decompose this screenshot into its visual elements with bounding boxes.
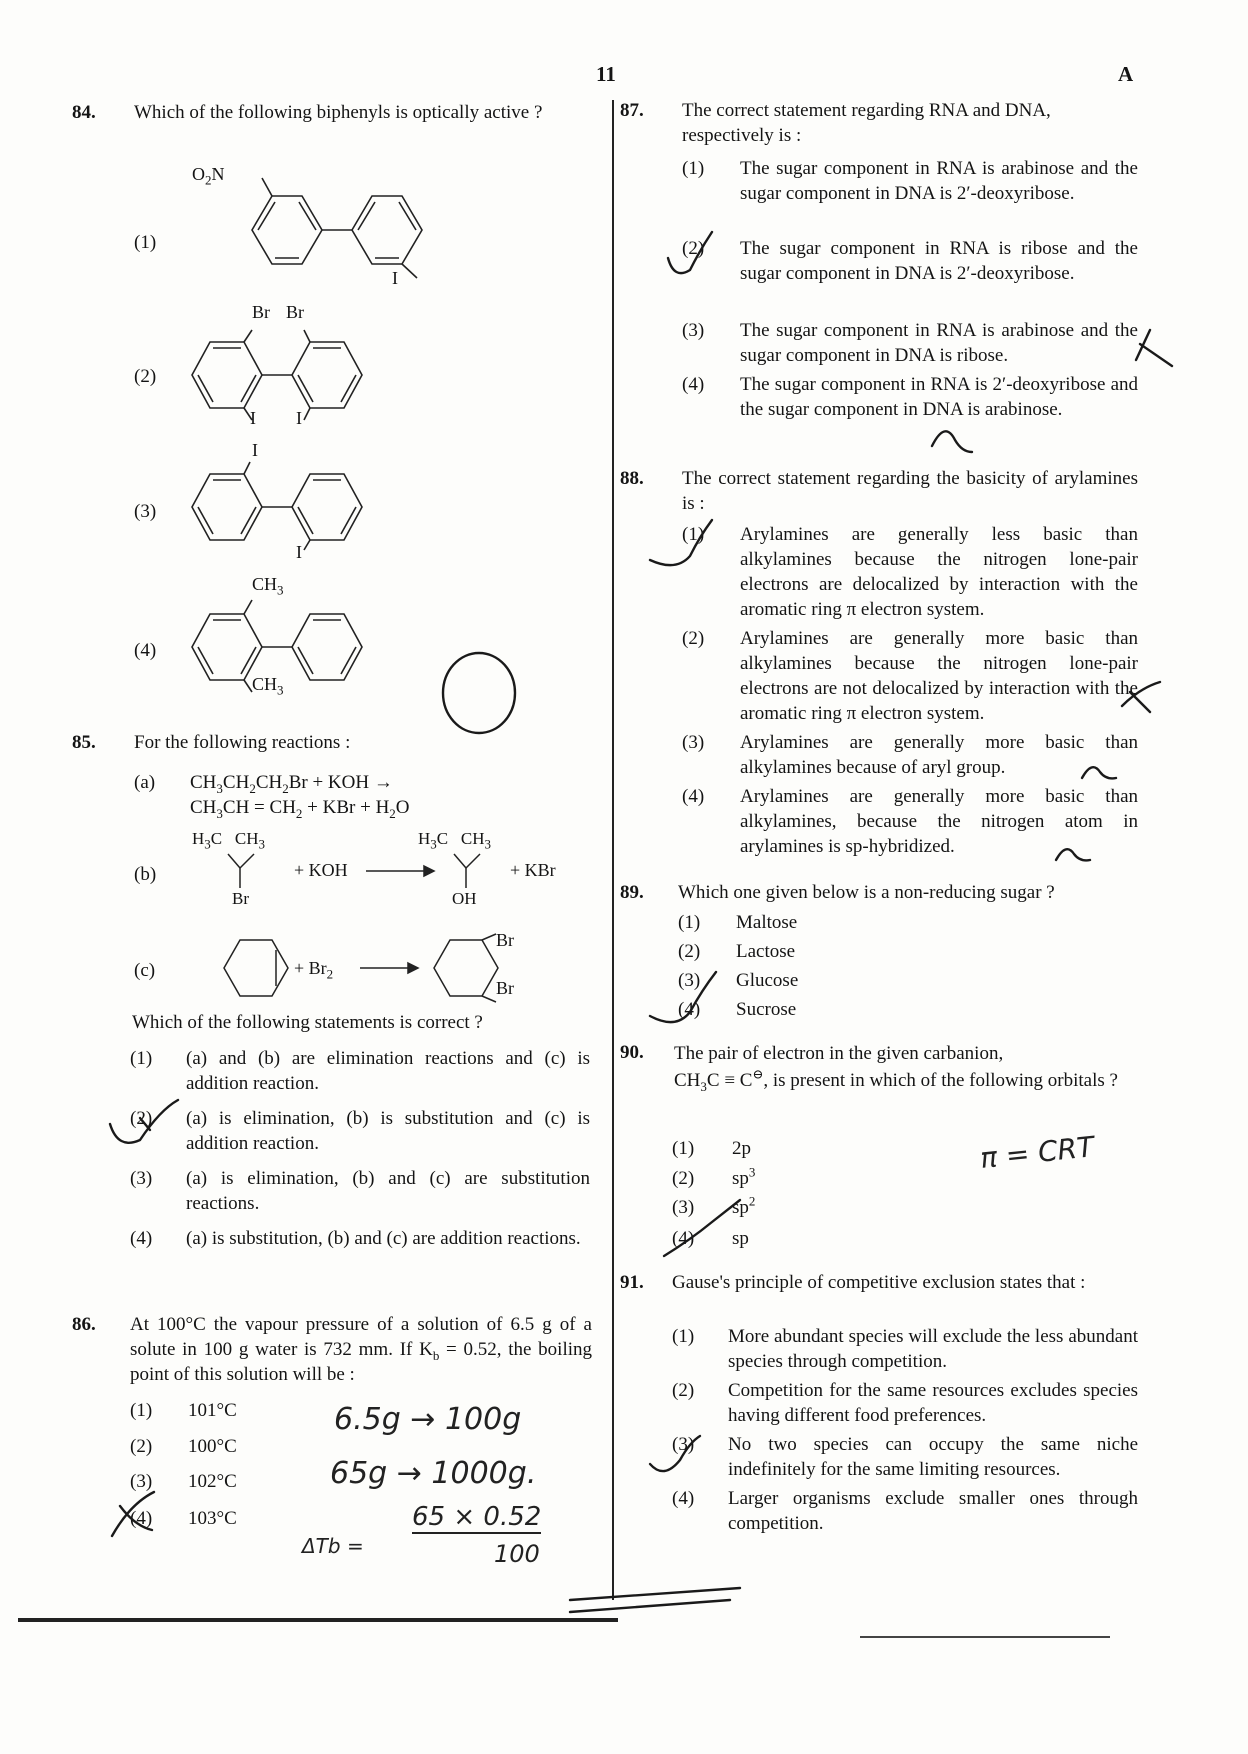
reaction-a-label: (a) [134, 772, 156, 793]
question-number: 87. [620, 100, 644, 121]
question-intro: For the following reactions : [134, 732, 351, 753]
handwritten-note-line4: 100 [494, 1540, 540, 1568]
methyl-label-top: $CH_3$ [252, 574, 284, 598]
reaction-c-br2: + $Br_2$ [294, 958, 334, 982]
question-number: 86. [72, 1314, 96, 1335]
q84-option-2-number: (2) [134, 366, 157, 387]
question-number: 85. [72, 732, 96, 753]
bottom-rule [18, 1618, 618, 1622]
bromine-label-2: Br [286, 302, 304, 322]
reaction-c-br-bottom: Br [496, 978, 514, 998]
handwritten-note-line2: 65g → 1000g. [330, 1456, 537, 1491]
question-text: The correct statement regarding RNA and DNA, respectively is : [682, 100, 1051, 146]
question-text: The pair of electron in the given carbanion, $CH_3C \equiv C^⊖$, is present in which of the following orbitals ? [674, 1043, 1118, 1094]
question-number: 88. [620, 468, 644, 489]
bromine-label-1: Br [252, 302, 270, 322]
handwritten-note-crt: π = CRT [978, 1130, 1096, 1175]
right-column: 87. The correct statement regarding RNA and DNA, respectively is : (1) The sugar component in RNA is arabinose and the sugar component in DNA is 2′-deoxyribose. (2) The sugar component in RNA is ribose and the sugar component in DNA is 2′-deoxyribose. (3) The sugar component in RNA is arabinose and the sugar component in DNA is ribose. (4) The sugar component in RNA is 2′-deoxyribose and the sugar component in DNA is arabinose. 88. The correct statement regarding the basicity of arylamines is : (1) Arylamines are generally less basic than alkylamines because the nitrogen lone-pair electrons are delocalized by interaction with the aromatic ring π electron system. (2) Arylamines are generally more basic than alkylamines because the nitrogen lone-pair electrons are not delocalized by interaction with the aromatic ring π electron system. (3) Arylamines are generally more basic than alkylamines because of aryl group. (4) Arylamines are generally more basic than alkylamines, because the nitrogen atom in arylamines is sp-hybridized. 89. Which one given below is a non-reducing sugar ? (1) Maltose (2) Lactose (3) Glucose (4) Sucrose 90. The pair of electron in the given carbanion, $CH_3C \equiv C^⊖$, is present in which of the following orbitals ? (1) 2p (2) $sp^3$ (3) $sp^2$ (4) sp 91. Gause's principle of competitive exclusion states that : (1) More abundant species will exclude the less abundant species through competition. (2) Competition for the same resources excludes species having different food preferences. (3) No two species can occupy the same niche indefinitely for the same limiting resources. (4) Larger organisms exclude smaller ones through competition. [620, 100, 1138, 1534]
q84-option-1-number: (1) [134, 232, 157, 253]
q84-option-3-number: (3) [134, 501, 157, 522]
reaction-c-scheme [184, 922, 524, 1012]
left-column: 84. Which of the following biphenyls is optically active ? (1) (2) (3) (4) $O_2N$ I Br Br I I I I $CH_3$ $CH_3$ 85. For the following reactions : (a) $CH_3CH_2CH_2Br$ + KOH → $CH_3CH = CH_2$ + KBr + $H_2O$ (b) $H_3C$ $CH_3$ Br + KOH $H_3C$ $CH_3$ OH + KBr (c) + $Br_2$ Br Br Which of the following statements is correct ? (1) (a) and (b) are elimination reactions and (c) is addition reaction. (2) (a) is elimination, (b) is substitution and (c) is addition reaction. (3) (a) is elimination, (b) and (c) are substitution reactions. (4) (a) is substitution, (b) and (c) are addition reactions. 86. At 100°C the vapour pressure of a solution of 6.5 g of a solute in 100 g water is 732 mm. If $K_b = 0.52$, the boiling point of this solution will be : (1) 101°C (2) 100°C (3) 102°C (4) 103°C [72, 0, 592, 1600]
set-code: A [1118, 62, 1134, 86]
biphenyl-structure-1 [222, 160, 462, 290]
iodine-label-top: I [252, 440, 258, 460]
reaction-b-reactant-methyls: $H_3C$ $CH_3$ [192, 829, 265, 852]
question-number: 89. [620, 882, 644, 903]
question-text: Which one given below is a non-reducing sugar ? [678, 882, 1055, 903]
question-number: 91. [620, 1272, 644, 1293]
bottom-rule-right [860, 1636, 1110, 1638]
reaction-a: $CH_3CH_2CH_2Br$ + KOH → $CH_3CH = CH_2$ + KBr + $H_2O$ [190, 772, 410, 821]
q85-question: Which of the following statements is correct ? [132, 1012, 483, 1033]
reaction-b-koh: + KOH [294, 860, 348, 880]
iodine-label-bottom: I [296, 542, 302, 562]
reaction-b-label: (b) [134, 864, 157, 885]
methyl-label-bottom: $CH_3$ [252, 674, 284, 698]
question-text: The correct statement regarding the basicity of arylamines is : [682, 468, 1138, 514]
reaction-b-oh: OH [452, 889, 477, 908]
iodine-label: I [392, 268, 398, 288]
o2n-label: $O_2N$ [192, 164, 225, 188]
handwritten-note-line3: 65 × 0.52 [412, 1502, 542, 1532]
reaction-b-kbr: + KBr [510, 860, 556, 880]
iodine-label-2: I [296, 408, 302, 428]
question-number: 84. [72, 102, 96, 123]
handwritten-note-line1: 6.5g → 100g [334, 1402, 522, 1437]
reaction-b-product-methyls: $H_3C$ $CH_3$ [418, 829, 491, 852]
question-text: At 100°C the vapour pressure of a solution of 6.5 g of a solute in 100 g water is 732 mm. If $K_b = 0.52$, the boiling point of this solution will be : [130, 1314, 593, 1385]
biphenyl-structure-4 [182, 592, 422, 712]
reaction-c-label: (c) [134, 960, 156, 981]
page-number: 11 [596, 62, 616, 86]
biphenyl-structure-2 [182, 320, 422, 440]
question-text: Which of the following biphenyls is optically active ? [134, 102, 543, 123]
reaction-b-br: Br [232, 889, 249, 908]
question-number: 90. [620, 1042, 644, 1063]
iodine-label-1: I [250, 408, 256, 428]
q84-option-4-number: (4) [134, 640, 157, 661]
reaction-c-br-top: Br [496, 930, 514, 950]
question-text: Gause's principle of competitive exclusion states that : [672, 1272, 1086, 1293]
biphenyl-structure-3 [182, 452, 422, 572]
handwritten-note-dtb: ΔTb = [302, 1534, 364, 1558]
